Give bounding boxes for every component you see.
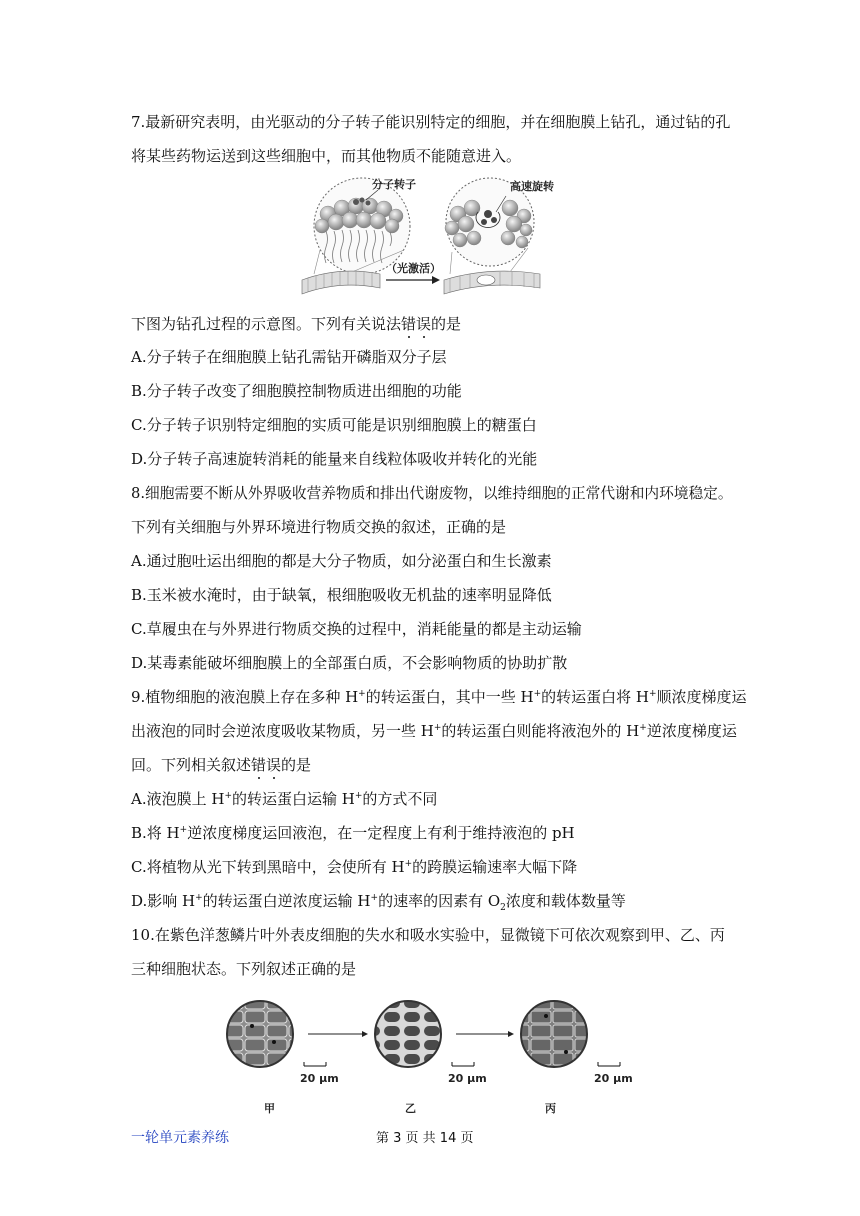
q8-option-b: B.玉米被水淹时，由于缺氧，根细胞吸收无机盐的速率明显降低 xyxy=(131,586,552,604)
q7-option-b: B.分子转子改变了细胞膜控制物质进出细胞的功能 xyxy=(131,382,462,400)
q10-line-1: 10.在紫色洋葱鳞片叶外表皮细胞的失水和吸水实验中，显微镜下可依次观察到甲、乙、丙 xyxy=(131,926,725,944)
q8-option-d: D.某毒素能破坏细胞膜上的全部蛋白质，不会影响物质的协助扩散 xyxy=(131,654,568,672)
q8-option-c: C.草履虫在与外界进行物质交换的过程中，消耗能量的都是主动运输 xyxy=(131,620,582,638)
label-yi: 乙 xyxy=(405,1102,416,1115)
right-zoom-circle xyxy=(445,178,554,266)
q8-option-a: A.通过胞吐运出细胞的都是大分子物质，如分泌蛋白和生长激素 xyxy=(131,552,552,570)
footer-page-number: 第 3 页 共 14 页 xyxy=(376,1131,474,1146)
cell-view-bing xyxy=(521,1001,633,1115)
q7-stem: 下图为钻孔过程的示意图。下列有关说法错误的是 xyxy=(131,315,462,333)
membrane-drilling-figure xyxy=(300,176,562,300)
q9-option-b: B.将 H+逆浓度梯度运回液泡，在一定程度上有利于维持液泡的 pH xyxy=(131,824,575,842)
microscope-cells-figure xyxy=(222,996,642,1116)
left-zoom-circle xyxy=(314,177,416,274)
label-light-activation: （光激活） xyxy=(386,262,441,275)
scale-bar-jia: 20 μm xyxy=(300,1072,339,1085)
footer-series-title: 一轮单元素养练 xyxy=(131,1130,229,1146)
label-jia: 甲 xyxy=(264,1102,275,1115)
arrow-head xyxy=(432,276,440,284)
q9-line-1: 9.植物细胞的液泡膜上存在多种 H+的转运蛋白，其中一些 H+的转运蛋白将 H+顺浓度梯度运 xyxy=(131,688,747,706)
q9-option-d: D.影响 H+的转运蛋白逆浓度运输 H+的速率的因素有 $O_2$浓度和载体数量等 xyxy=(131,892,626,913)
q8-line-1: 8.细胞需要不断从外界吸收营养物质和排出代谢废物，以维持细胞的正常代谢和内环境稳定。 xyxy=(131,485,733,502)
q7-line-1: 7.最新研究表明，由光驱动的分子转子能识别特定的细胞，并在细胞膜上钻孔，通过钻的孔 xyxy=(131,113,731,131)
label-molecular-rotor: 分子转子 xyxy=(372,178,416,191)
q7-option-c: C.分子转子识别特定细胞的实质可能是识别细胞膜上的糖蛋白 xyxy=(131,416,537,434)
cell-view-jia xyxy=(227,1001,339,1115)
q10-line-2: 三种细胞状态。下列叙述正确的是 xyxy=(131,960,357,978)
scale-bar-yi: 20 μm xyxy=(448,1072,487,1085)
label-bing: 丙 xyxy=(545,1102,556,1115)
q7-option-d: D.分子转子高速旋转消耗的能量来自线粒体吸收并转化的光能 xyxy=(131,450,538,468)
label-high-speed-spin: 高速旋转 xyxy=(510,180,554,193)
q9-line-3: 回。下列相关叙述错误的是 xyxy=(131,756,312,774)
q8-line-2: 下列有关细胞与外界环境进行物质交换的叙述，正确的是 xyxy=(131,518,507,536)
scale-bar-bing: 20 μm xyxy=(594,1072,633,1085)
right-membrane xyxy=(444,271,540,294)
q9-option-a: A.液泡膜上 H+的转运蛋白运输 H+的方式不同 xyxy=(131,790,438,808)
q9-line-2: 出液泡的同时会逆浓度吸收某物质，另一些 H+的转运蛋白则能将液泡外的 H+逆浓度梯度运 xyxy=(131,722,737,740)
q7-option-a: A.分子转子在细胞膜上钻孔需钻开磷脂双分子层 xyxy=(131,348,447,366)
q9-option-c: C.将植物从光下转到黑暗中，会使所有 H+的跨膜运输速率大幅下降 xyxy=(131,858,578,876)
cell-view-yi xyxy=(375,1001,487,1115)
q7-line-2: 将某些药物运送到这些细胞中，而其他物质不能随意进入。 xyxy=(131,147,522,165)
left-membrane xyxy=(302,271,380,294)
